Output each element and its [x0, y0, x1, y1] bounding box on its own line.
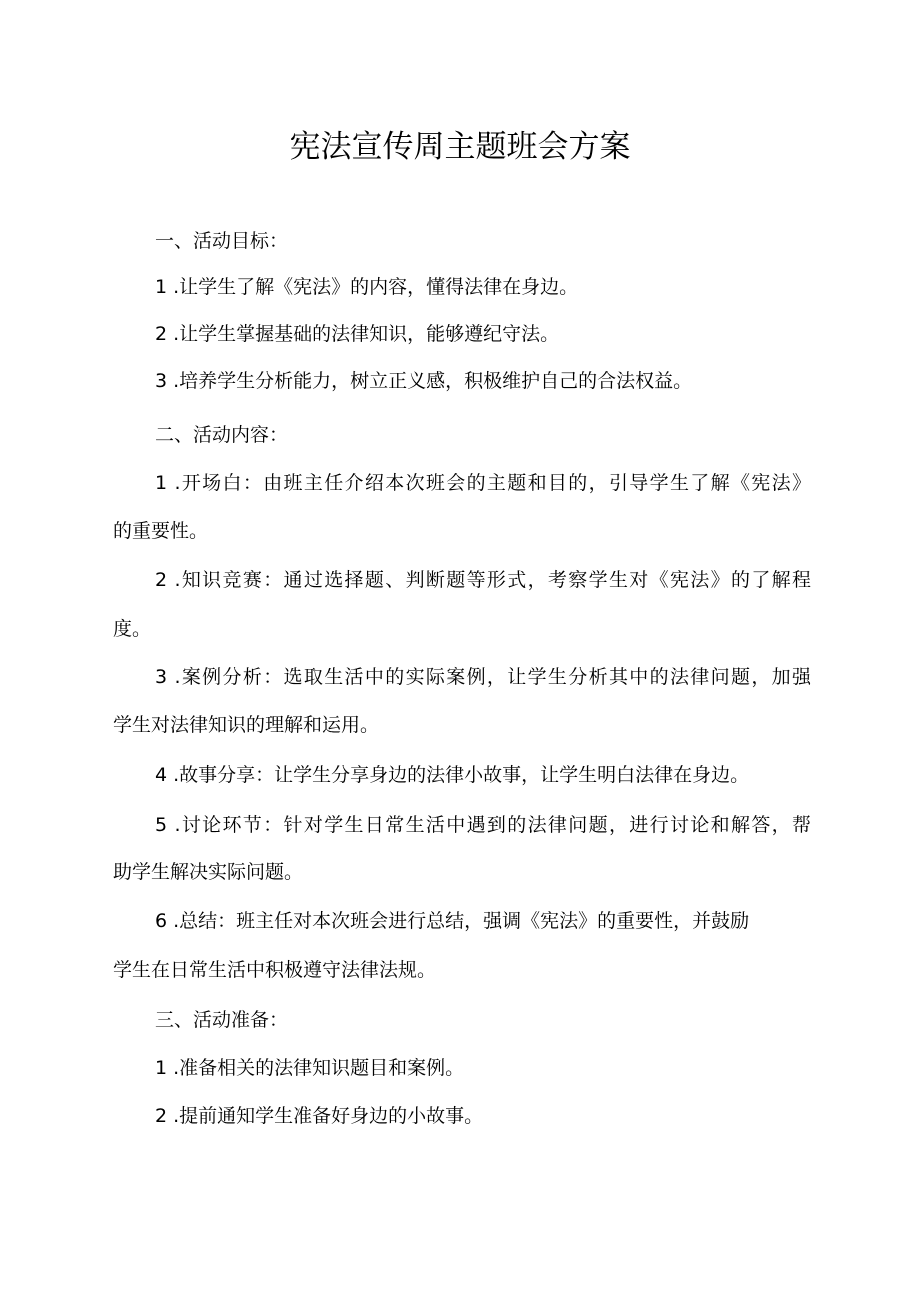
content-item-1-line-2: 的重要性。 [113, 520, 209, 542]
goal-item-1: 1 .让学生了解《宪法》的内容，懂得法律在身边。 [155, 276, 579, 298]
goal-item-2: 2 .让学生掌握基础的法律知识，能够遵纪守法。 [155, 323, 560, 345]
preparation-item-1: 1 .准备相关的法律知识题目和案例。 [155, 1057, 465, 1079]
section-heading-content: 二、活动内容： [155, 424, 289, 446]
goal-item-3: 3 .培养学生分析能力，树立正义感，积极维护自己的合法权益。 [155, 370, 693, 392]
content-item-6-line-2: 学生在日常生活中积极遵守法律法规。 [113, 959, 437, 981]
content-item-3-line-2: 学生对法律知识的理解和运用。 [113, 714, 380, 736]
section-heading-preparation: 三、活动准备： [155, 1009, 289, 1031]
section-heading-goals: 一、活动目标： [155, 230, 289, 252]
preparation-item-2: 2 .提前通知学生准备好身边的小故事。 [155, 1105, 484, 1127]
content-item-3-line-1: 3 .案例分析：选取生活中的实际案例，让学生分析其中的法律问题，加强 [155, 666, 811, 688]
content-item-5-line-1: 5 .讨论环节：针对学生日常生活中遇到的法律问题，进行讨论和解答，帮 [155, 814, 811, 836]
content-item-6-line-1: 6 .总结：班主任对本次班会进行总结，强调《宪法》的重要性，并鼓励 [155, 910, 750, 932]
content-item-2-line-1: 2 .知识竞赛：通过选择题、判断题等形式，考察学生对《宪法》的了解程 [155, 569, 811, 591]
document-title: 宪法宣传周主题班会方案 [289, 129, 631, 165]
content-item-5-line-2: 助学生解决实际问题。 [113, 861, 304, 883]
content-item-2-line-2: 度。 [113, 618, 152, 640]
content-item-1-line-1: 1 .开场白：由班主任介绍本次班会的主题和目的，引导学生了解《宪法》 [155, 472, 811, 494]
content-item-4: 4 .故事分享：让学生分享身边的法律小故事，让学生明白法律在身边。 [155, 764, 750, 786]
